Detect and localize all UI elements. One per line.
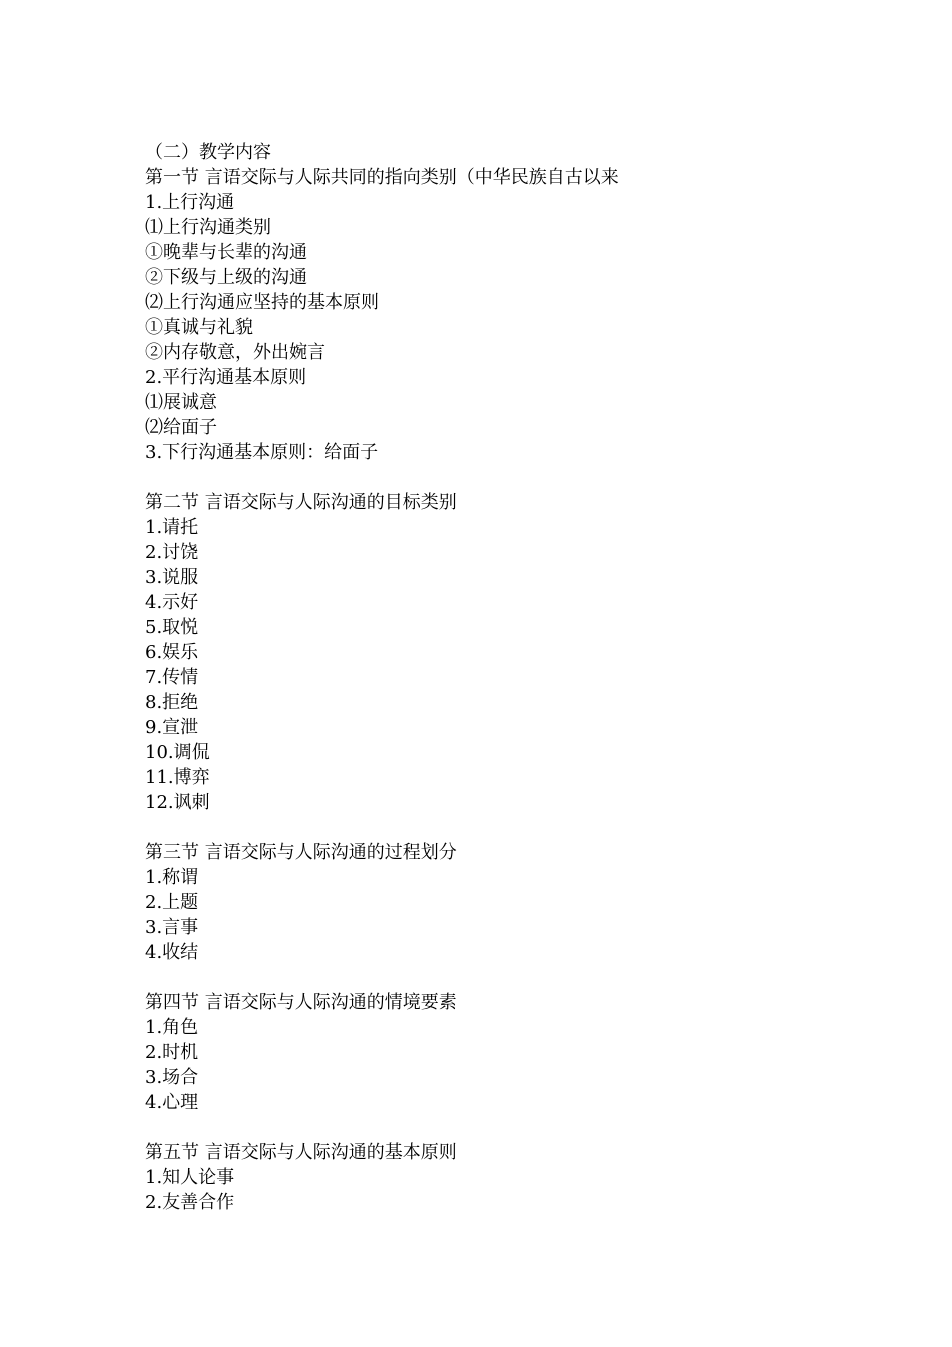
section-title: 第四节 言语交际与人际沟通的情境要素 [145, 992, 457, 1013]
list-item: 4.收结 [145, 942, 199, 963]
list-item: 2.友善合作 [145, 1192, 235, 1213]
list-item: 8.拒绝 [145, 692, 199, 713]
list-item: 4.示好 [145, 592, 199, 613]
list-item: ①晚辈与长辈的沟通 [145, 242, 307, 263]
list-item: ②下级与上级的沟通 [145, 267, 307, 288]
list-item: 3.场合 [145, 1067, 199, 1088]
list-item: 11.博弈 [145, 767, 210, 788]
list-item: 9.宣泄 [145, 717, 199, 738]
list-item: 3.言事 [145, 917, 199, 938]
list-item: 3.下行沟通基本原则：给面子 [145, 442, 379, 463]
list-item: ②内存敬意，外出婉言 [145, 342, 325, 363]
list-item: 1.知人论事 [145, 1167, 235, 1188]
section-title: 第二节 言语交际与人际沟通的目标类别 [145, 492, 457, 513]
section-title: 第一节 言语交际与人际共同的指向类别（中华民族自古以来 [145, 167, 619, 188]
section-title: 第三节 言语交际与人际沟通的过程划分 [145, 842, 457, 863]
list-item: 7.传情 [145, 667, 199, 688]
section-title: 第五节 言语交际与人际沟通的基本原则 [145, 1142, 457, 1163]
list-item: 1.角色 [145, 1017, 199, 1038]
list-item: 1.请托 [145, 517, 199, 538]
list-item: 1.称谓 [145, 867, 199, 888]
list-item: 2.上题 [145, 892, 199, 913]
list-item: 2.时机 [145, 1042, 199, 1063]
paragraph-spacer [145, 815, 905, 840]
list-item: 10.调侃 [145, 742, 210, 763]
list-item: 1.上行沟通 [145, 192, 235, 213]
list-item: 4.心理 [145, 1092, 199, 1113]
list-item: 6.娱乐 [145, 642, 199, 663]
content-heading: （二）教学内容 [145, 142, 271, 163]
list-item: 5.取悦 [145, 617, 199, 638]
document-body [145, 140, 905, 1215]
paragraph-spacer [145, 1115, 905, 1140]
list-item: 2.讨饶 [145, 542, 199, 563]
list-item: ⑵上行沟通应坚持的基本原则 [145, 292, 379, 313]
paragraph-spacer [145, 465, 905, 490]
list-item: ⑵给面子 [145, 417, 217, 438]
paragraph-spacer [145, 965, 905, 990]
list-item: ⑴展诚意 [145, 392, 217, 413]
list-item: 12.讽刺 [145, 792, 210, 813]
list-item: ⑴上行沟通类别 [145, 217, 271, 238]
list-item: 2.平行沟通基本原则 [145, 367, 307, 388]
list-item: ①真诚与礼貌 [145, 317, 253, 338]
list-item: 3.说服 [145, 567, 199, 588]
